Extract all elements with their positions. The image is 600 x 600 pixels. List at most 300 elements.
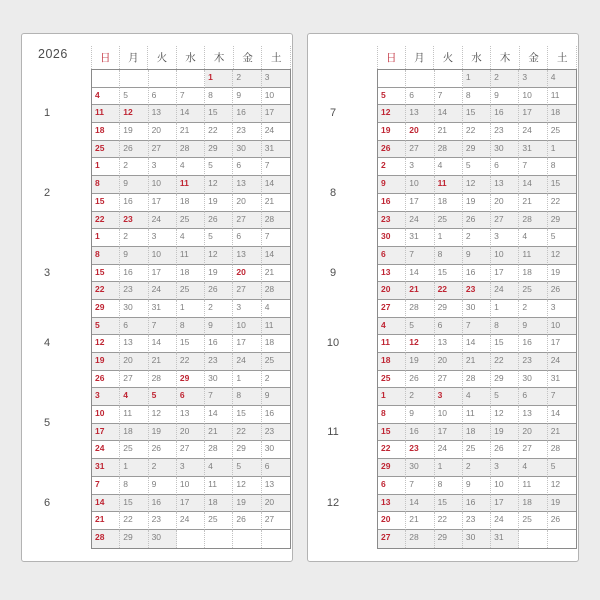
date-cell: 6 (149, 88, 177, 106)
date-cell: 16 (463, 495, 491, 513)
date-cell: 15 (463, 105, 491, 123)
date-cell: 14 (548, 406, 576, 424)
date-cell: 6 (177, 388, 205, 406)
date-cell: 27 (233, 282, 261, 300)
date-cell: 16 (406, 424, 434, 442)
date-cell: 3 (519, 70, 547, 88)
date-cell: 24 (519, 123, 547, 141)
date-cell: 12 (205, 176, 233, 194)
date-cell: 10 (406, 176, 434, 194)
empty-cell (548, 530, 576, 548)
date-cell: 5 (120, 88, 148, 106)
date-cell: 2 (120, 229, 148, 247)
date-cell: 17 (262, 105, 290, 123)
date-cell: 23 (463, 512, 491, 530)
date-cell: 7 (177, 88, 205, 106)
date-cell: 18 (177, 194, 205, 212)
date-cell: 11 (177, 247, 205, 265)
date-cell: 9 (406, 406, 434, 424)
date-cell: 21 (406, 282, 434, 300)
date-cell: 23 (378, 212, 406, 230)
date-cell: 19 (378, 123, 406, 141)
date-cell: 18 (177, 265, 205, 283)
date-cell: 8 (435, 477, 463, 495)
date-cell: 8 (435, 247, 463, 265)
weekday-header-cell: 水 (177, 46, 206, 69)
date-cell: 4 (92, 88, 120, 106)
date-cell: 24 (149, 212, 177, 230)
date-cell: 24 (435, 441, 463, 459)
date-cell: 25 (463, 441, 491, 459)
date-cell: 21 (262, 194, 290, 212)
date-cell: 2 (519, 300, 547, 318)
date-cell: 11 (205, 477, 233, 495)
date-cell: 23 (519, 353, 547, 371)
date-cell: 16 (120, 265, 148, 283)
date-cell: 19 (491, 424, 519, 442)
weekday-header-left (91, 46, 291, 69)
date-cell: 23 (491, 123, 519, 141)
weekday-header-cell: 日 (377, 46, 406, 69)
date-cell: 6 (120, 318, 148, 336)
date-cell: 3 (491, 459, 519, 477)
date-cell: 9 (205, 318, 233, 336)
date-cell: 18 (92, 123, 120, 141)
month-label: 4 (43, 337, 51, 350)
date-cell: 30 (491, 141, 519, 159)
date-cell: 24 (92, 441, 120, 459)
date-cell: 31 (519, 141, 547, 159)
date-cell: 3 (406, 158, 434, 176)
date-cell: 18 (435, 194, 463, 212)
date-cell: 5 (491, 388, 519, 406)
weekday-header-right (377, 46, 577, 69)
empty-cell (120, 70, 148, 88)
date-cell: 9 (262, 388, 290, 406)
date-cell: 28 (406, 300, 434, 318)
date-cell: 7 (519, 158, 547, 176)
month-label: 2 (43, 186, 51, 199)
date-cell: 2 (120, 158, 148, 176)
date-cell: 21 (177, 123, 205, 141)
date-cell: 25 (548, 123, 576, 141)
date-cell: 2 (149, 459, 177, 477)
date-cell: 22 (548, 194, 576, 212)
date-cell: 20 (406, 123, 434, 141)
date-cell: 30 (149, 530, 177, 548)
date-cell: 5 (149, 388, 177, 406)
date-cell: 6 (435, 318, 463, 336)
date-cell: 6 (519, 388, 547, 406)
date-cell: 25 (92, 141, 120, 159)
date-cell: 17 (435, 424, 463, 442)
date-cell: 16 (519, 335, 547, 353)
date-cell: 28 (177, 141, 205, 159)
date-cell: 12 (233, 477, 261, 495)
date-cell: 26 (548, 282, 576, 300)
date-cell: 5 (463, 158, 491, 176)
date-cell: 17 (177, 495, 205, 513)
date-cell: 16 (149, 495, 177, 513)
calendar-grid-left (91, 69, 291, 549)
date-cell: 7 (548, 388, 576, 406)
date-cell: 16 (262, 406, 290, 424)
date-cell: 4 (262, 300, 290, 318)
date-cell: 14 (519, 176, 547, 194)
date-cell: 17 (406, 194, 434, 212)
month-label: 5 (43, 417, 51, 429)
date-cell: 18 (519, 265, 547, 283)
date-cell: 2 (233, 70, 261, 88)
date-cell: 6 (262, 459, 290, 477)
date-cell: 8 (92, 247, 120, 265)
date-cell: 11 (519, 247, 547, 265)
date-cell: 22 (435, 282, 463, 300)
date-cell: 10 (491, 247, 519, 265)
date-cell: 7 (262, 229, 290, 247)
date-cell: 22 (378, 441, 406, 459)
date-cell: 7 (406, 477, 434, 495)
date-cell: 10 (149, 247, 177, 265)
date-cell: 4 (519, 459, 547, 477)
date-cell: 27 (149, 141, 177, 159)
date-cell: 20 (120, 353, 148, 371)
date-cell: 20 (233, 194, 261, 212)
date-cell: 5 (92, 318, 120, 336)
date-cell: 28 (435, 141, 463, 159)
date-cell: 13 (233, 176, 261, 194)
date-cell: 4 (177, 229, 205, 247)
date-cell: 31 (149, 300, 177, 318)
date-cell: 18 (262, 335, 290, 353)
date-cell: 9 (233, 88, 261, 106)
date-cell: 7 (92, 477, 120, 495)
date-cell: 3 (177, 459, 205, 477)
date-cell: 6 (491, 158, 519, 176)
date-cell: 27 (491, 212, 519, 230)
empty-cell (378, 70, 406, 88)
date-cell: 10 (262, 88, 290, 106)
date-cell: 26 (120, 141, 148, 159)
date-cell: 30 (378, 229, 406, 247)
date-cell: 5 (205, 229, 233, 247)
date-cell: 20 (233, 265, 261, 283)
date-cell: 12 (92, 335, 120, 353)
date-cell: 20 (262, 495, 290, 513)
date-cell: 3 (262, 70, 290, 88)
date-cell: 18 (463, 424, 491, 442)
date-cell: 3 (149, 158, 177, 176)
date-cell: 8 (463, 88, 491, 106)
date-cell: 5 (378, 88, 406, 106)
date-cell: 26 (548, 512, 576, 530)
date-cell: 28 (149, 371, 177, 389)
date-cell: 19 (548, 265, 576, 283)
date-cell: 15 (120, 495, 148, 513)
date-cell: 27 (177, 441, 205, 459)
date-cell: 28 (519, 212, 547, 230)
date-cell: 24 (491, 512, 519, 530)
date-cell: 21 (205, 424, 233, 442)
date-cell: 25 (519, 282, 547, 300)
date-cell: 17 (149, 194, 177, 212)
date-cell: 19 (406, 353, 434, 371)
date-cell: 30 (406, 459, 434, 477)
date-cell: 9 (120, 247, 148, 265)
date-cell: 14 (149, 335, 177, 353)
date-cell: 18 (120, 424, 148, 442)
date-cell: 16 (233, 105, 261, 123)
date-cell: 24 (177, 512, 205, 530)
month-label: 1 (43, 107, 51, 120)
month-label: 9 (329, 266, 337, 279)
date-cell: 30 (463, 300, 491, 318)
date-cell: 13 (149, 105, 177, 123)
date-cell: 21 (92, 512, 120, 530)
date-cell: 29 (435, 300, 463, 318)
date-cell: 22 (435, 512, 463, 530)
page-right (307, 33, 579, 562)
date-cell: 12 (205, 247, 233, 265)
date-cell: 25 (120, 441, 148, 459)
date-cell: 18 (548, 105, 576, 123)
month-label: 11 (327, 425, 339, 438)
date-cell: 28 (262, 212, 290, 230)
date-cell: 23 (463, 282, 491, 300)
date-cell: 8 (120, 477, 148, 495)
date-cell: 22 (177, 353, 205, 371)
date-cell: 15 (435, 495, 463, 513)
date-cell: 1 (548, 141, 576, 159)
month-label: 10 (326, 337, 340, 350)
date-cell: 8 (233, 388, 261, 406)
date-cell: 23 (149, 512, 177, 530)
weekday-header-cell: 月 (406, 46, 435, 69)
date-cell: 22 (463, 123, 491, 141)
date-cell: 29 (435, 530, 463, 548)
date-cell: 15 (435, 265, 463, 283)
date-cell: 17 (233, 335, 261, 353)
month-label: 3 (43, 266, 51, 279)
date-cell: 11 (177, 176, 205, 194)
empty-cell (92, 70, 120, 88)
date-cell: 2 (463, 459, 491, 477)
date-cell: 27 (378, 530, 406, 548)
date-cell: 19 (149, 424, 177, 442)
date-cell: 15 (92, 265, 120, 283)
date-cell: 21 (149, 353, 177, 371)
date-cell: 13 (491, 176, 519, 194)
date-cell: 9 (149, 477, 177, 495)
date-cell: 19 (205, 194, 233, 212)
date-cell: 29 (548, 212, 576, 230)
date-cell: 1 (177, 300, 205, 318)
date-cell: 27 (435, 371, 463, 389)
empty-cell (233, 530, 261, 548)
date-cell: 25 (435, 212, 463, 230)
date-cell: 5 (548, 459, 576, 477)
date-cell: 15 (548, 176, 576, 194)
empty-cell (435, 70, 463, 88)
date-cell: 28 (406, 530, 434, 548)
date-cell: 22 (205, 123, 233, 141)
date-cell: 7 (435, 88, 463, 106)
weekday-header-cell: 水 (463, 46, 492, 69)
date-cell: 16 (120, 194, 148, 212)
date-cell: 25 (205, 512, 233, 530)
date-cell: 13 (262, 477, 290, 495)
date-cell: 3 (149, 229, 177, 247)
weekday-header-cell: 木 (205, 46, 234, 69)
date-cell: 1 (92, 229, 120, 247)
date-cell: 20 (177, 424, 205, 442)
date-cell: 9 (491, 88, 519, 106)
date-cell: 25 (177, 282, 205, 300)
date-cell: 11 (435, 176, 463, 194)
date-cell: 11 (548, 88, 576, 106)
date-cell: 22 (120, 512, 148, 530)
date-cell: 7 (149, 318, 177, 336)
date-cell: 9 (519, 318, 547, 336)
date-cell: 12 (463, 176, 491, 194)
date-cell: 1 (463, 70, 491, 88)
date-cell: 22 (491, 353, 519, 371)
date-cell: 31 (406, 229, 434, 247)
date-cell: 25 (262, 353, 290, 371)
date-cell: 30 (205, 371, 233, 389)
date-cell: 20 (378, 512, 406, 530)
date-cell: 12 (491, 406, 519, 424)
date-cell: 29 (92, 300, 120, 318)
date-cell: 16 (491, 105, 519, 123)
date-cell: 29 (205, 141, 233, 159)
date-cell: 16 (378, 194, 406, 212)
date-cell: 13 (120, 335, 148, 353)
date-cell: 6 (233, 229, 261, 247)
date-cell: 14 (406, 265, 434, 283)
month-label: 7 (329, 107, 337, 120)
empty-cell (262, 530, 290, 548)
date-cell: 19 (92, 353, 120, 371)
date-cell: 2 (205, 300, 233, 318)
date-cell: 28 (463, 371, 491, 389)
date-cell: 31 (262, 141, 290, 159)
date-cell: 5 (205, 158, 233, 176)
date-cell: 19 (233, 495, 261, 513)
date-cell: 27 (519, 441, 547, 459)
date-cell: 3 (435, 388, 463, 406)
date-cell: 16 (463, 265, 491, 283)
date-cell: 2 (262, 371, 290, 389)
empty-cell (177, 530, 205, 548)
date-cell: 30 (262, 441, 290, 459)
date-cell: 23 (406, 441, 434, 459)
date-cell: 15 (233, 406, 261, 424)
date-cell: 25 (378, 371, 406, 389)
date-cell: 14 (262, 176, 290, 194)
date-cell: 29 (491, 371, 519, 389)
date-cell: 29 (233, 441, 261, 459)
date-cell: 11 (519, 477, 547, 495)
month-label: 6 (43, 496, 51, 509)
date-cell: 9 (463, 247, 491, 265)
date-cell: 11 (378, 335, 406, 353)
date-cell: 17 (149, 265, 177, 283)
date-cell: 26 (463, 212, 491, 230)
date-cell: 27 (120, 371, 148, 389)
date-cell: 7 (262, 158, 290, 176)
date-cell: 29 (177, 371, 205, 389)
date-cell: 12 (149, 406, 177, 424)
date-cell: 20 (435, 353, 463, 371)
date-cell: 17 (548, 335, 576, 353)
date-cell: 10 (149, 176, 177, 194)
date-cell: 17 (491, 265, 519, 283)
date-cell: 8 (177, 318, 205, 336)
date-cell: 7 (463, 318, 491, 336)
empty-cell (406, 70, 434, 88)
date-cell: 7 (406, 247, 434, 265)
date-cell: 4 (519, 229, 547, 247)
date-cell: 13 (233, 247, 261, 265)
calendar-grid-right (377, 69, 577, 549)
weekday-header-cell: 土 (548, 46, 577, 69)
date-cell: 2 (406, 388, 434, 406)
date-cell: 27 (406, 141, 434, 159)
date-cell: 18 (205, 495, 233, 513)
date-cell: 29 (463, 141, 491, 159)
date-cell: 13 (519, 406, 547, 424)
date-cell: 9 (463, 477, 491, 495)
date-cell: 12 (548, 247, 576, 265)
date-cell: 1 (92, 158, 120, 176)
date-cell: 12 (406, 335, 434, 353)
date-cell: 15 (378, 424, 406, 442)
date-cell: 11 (262, 318, 290, 336)
date-cell: 30 (120, 300, 148, 318)
date-cell: 23 (120, 282, 148, 300)
date-cell: 12 (378, 105, 406, 123)
date-cell: 31 (491, 530, 519, 548)
date-cell: 18 (519, 495, 547, 513)
date-cell: 16 (205, 335, 233, 353)
date-cell: 10 (548, 318, 576, 336)
date-cell: 15 (205, 105, 233, 123)
date-cell: 24 (548, 353, 576, 371)
page-left (21, 33, 293, 562)
year-label: 2026 (38, 47, 68, 61)
date-cell: 27 (233, 212, 261, 230)
date-cell: 26 (406, 371, 434, 389)
date-cell: 5 (548, 229, 576, 247)
date-cell: 8 (491, 318, 519, 336)
date-cell: 6 (378, 477, 406, 495)
date-cell: 26 (149, 441, 177, 459)
date-cell: 14 (205, 406, 233, 424)
empty-cell (149, 70, 177, 88)
date-cell: 1 (233, 371, 261, 389)
date-cell: 3 (491, 229, 519, 247)
date-cell: 20 (519, 424, 547, 442)
date-cell: 30 (519, 371, 547, 389)
date-cell: 24 (262, 123, 290, 141)
date-cell: 27 (262, 512, 290, 530)
empty-cell (205, 530, 233, 548)
date-cell: 29 (378, 459, 406, 477)
date-cell: 26 (92, 371, 120, 389)
empty-cell (177, 70, 205, 88)
date-cell: 21 (262, 265, 290, 283)
